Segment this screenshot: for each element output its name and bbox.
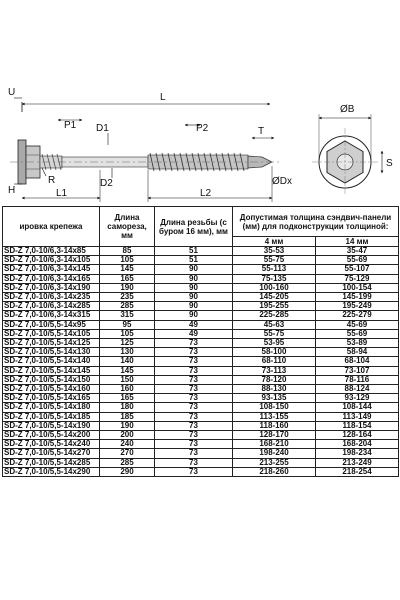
cell-thickness-14mm: 213-249 <box>316 458 399 467</box>
cell-length: 285 <box>100 302 155 311</box>
cell-thickness-14mm: 108-144 <box>316 403 399 412</box>
table-row <box>3 274 399 283</box>
cell-thread-length: 90 <box>155 302 233 311</box>
col-header-name: ировка крепежа <box>3 207 100 247</box>
cell-thread-length: 73 <box>155 431 233 440</box>
cell-name: SD-Z 7,0-10/5,5-14x290 <box>3 467 100 476</box>
cell-thickness-14mm: 58-94 <box>316 348 399 357</box>
cell-thickness-14mm: 100-154 <box>316 283 399 292</box>
table-row <box>3 431 399 440</box>
cell-thickness-4mm: 145-205 <box>233 293 316 302</box>
cell-name: SD-Z 7,0-10/5,5-14x180 <box>3 403 100 412</box>
cell-thickness-4mm: 213-255 <box>233 458 316 467</box>
label-t: T <box>258 126 265 137</box>
cell-thread-length: 73 <box>155 458 233 467</box>
cell-thickness-14mm: 55-107 <box>316 265 399 274</box>
cell-thickness-14mm: 118-154 <box>316 421 399 430</box>
cell-name: SD-Z 7,0-10/6,3-14x105 <box>3 256 100 265</box>
cell-thickness-4mm: 45-63 <box>233 320 316 329</box>
cell-thickness-4mm: 108-150 <box>233 403 316 412</box>
table-row <box>3 357 399 366</box>
cell-name: SD-Z 7,0-10/5,5-14x150 <box>3 375 100 384</box>
cell-thickness-14mm: 195-249 <box>316 302 399 311</box>
cell-thickness-4mm: 35-53 <box>233 247 316 256</box>
cell-thickness-14mm: 145-199 <box>316 293 399 302</box>
cell-length: 145 <box>100 366 155 375</box>
cell-length: 165 <box>100 274 155 283</box>
label-p1: P1 <box>64 120 77 131</box>
cell-length: 145 <box>100 265 155 274</box>
cell-name: SD-Z 7,0-10/6,3-14x235 <box>3 293 100 302</box>
cell-thread-length: 73 <box>155 394 233 403</box>
cell-thread-length: 90 <box>155 311 233 320</box>
cell-thickness-14mm: 35-47 <box>316 247 399 256</box>
cell-thread-length: 90 <box>155 293 233 302</box>
cell-length: 165 <box>100 394 155 403</box>
cell-thickness-4mm: 93-135 <box>233 394 316 403</box>
cell-thickness-14mm: 53-89 <box>316 339 399 348</box>
cell-length: 150 <box>100 375 155 384</box>
cell-thread-length: 73 <box>155 357 233 366</box>
label-l: L <box>160 92 166 103</box>
table-row <box>3 449 399 458</box>
cell-thickness-4mm: 73-113 <box>233 366 316 375</box>
spec-table <box>2 206 399 477</box>
cell-thickness-14mm: 225-279 <box>316 311 399 320</box>
label-l1: L1 <box>56 188 68 199</box>
cell-thread-length: 73 <box>155 339 233 348</box>
cell-length: 190 <box>100 283 155 292</box>
cell-thickness-14mm: 128-164 <box>316 431 399 440</box>
cell-thread-length: 73 <box>155 440 233 449</box>
cell-thickness-14mm: 45-69 <box>316 320 399 329</box>
cell-name: SD-Z 7,0-10/5,5-14x200 <box>3 431 100 440</box>
cell-thread-length: 73 <box>155 412 233 421</box>
cell-name: SD-Z 7,0-10/5,5-14x130 <box>3 348 100 357</box>
table-row <box>3 265 399 274</box>
label-l2: L2 <box>200 188 212 199</box>
cell-thickness-4mm: 68-110 <box>233 357 316 366</box>
label-dx: ØDx <box>272 176 292 187</box>
table-body <box>3 247 399 477</box>
cell-name: SD-Z 7,0-10/6,3-14x190 <box>3 283 100 292</box>
cell-name: SD-Z 7,0-10/5,5-14x95 <box>3 320 100 329</box>
table-row <box>3 302 399 311</box>
col-header-group: Допустимая толщина сэндвич-панели (мм) для подконструкции толщиной: <box>233 207 399 237</box>
cell-name: SD-Z 7,0-10/5,5-14x140 <box>3 357 100 366</box>
cell-thickness-4mm: 198-240 <box>233 449 316 458</box>
label-u: U <box>8 87 16 98</box>
label-r: R <box>48 175 56 186</box>
table-row <box>3 247 399 256</box>
cell-thread-length: 90 <box>155 283 233 292</box>
cell-thread-length: 90 <box>155 274 233 283</box>
table-row <box>3 293 399 302</box>
cell-name: SD-Z 7,0-10/6,3-14x315 <box>3 311 100 320</box>
screw-drawing <box>0 0 400 205</box>
cell-thread-length: 73 <box>155 348 233 357</box>
table-row <box>3 329 399 338</box>
cell-length: 105 <box>100 256 155 265</box>
cell-name: SD-Z 7,0-10/5,5-14x105 <box>3 329 100 338</box>
cell-length: 130 <box>100 348 155 357</box>
cell-thread-length: 49 <box>155 329 233 338</box>
cell-thickness-4mm: 195-255 <box>233 302 316 311</box>
cell-thickness-14mm: 68-104 <box>316 357 399 366</box>
cell-name: SD-Z 7,0-10/5,5-14x145 <box>3 366 100 375</box>
cell-thickness-4mm: 168-210 <box>233 440 316 449</box>
cell-length: 235 <box>100 293 155 302</box>
cell-thickness-4mm: 218-260 <box>233 467 316 476</box>
cell-thickness-14mm: 93-129 <box>316 394 399 403</box>
label-p2: P2 <box>196 123 209 134</box>
table-row <box>3 467 399 476</box>
cell-thickness-4mm: 75-135 <box>233 274 316 283</box>
cell-thread-length: 73 <box>155 449 233 458</box>
cell-length: 270 <box>100 449 155 458</box>
cell-thread-length: 90 <box>155 265 233 274</box>
cell-length: 200 <box>100 431 155 440</box>
cell-thickness-14mm: 218-254 <box>316 467 399 476</box>
cell-name: SD-Z 7,0-10/6,3-14x165 <box>3 274 100 283</box>
cell-name: SD-Z 7,0-10/5,5-14x285 <box>3 458 100 467</box>
cell-thickness-4mm: 100-160 <box>233 283 316 292</box>
cell-thickness-14mm: 55-69 <box>316 329 399 338</box>
cell-length: 290 <box>100 467 155 476</box>
table-row <box>3 256 399 265</box>
cell-thickness-4mm: 225-285 <box>233 311 316 320</box>
cell-length: 160 <box>100 385 155 394</box>
cell-name: SD-Z 7,0-10/5,5-14x240 <box>3 440 100 449</box>
cell-thread-length: 73 <box>155 375 233 384</box>
cell-thickness-4mm: 55-113 <box>233 265 316 274</box>
cell-thread-length: 49 <box>155 320 233 329</box>
label-d1: D1 <box>96 123 109 134</box>
label-s: S <box>386 158 393 169</box>
cell-name: SD-Z 7,0-10/6,3-14x145 <box>3 265 100 274</box>
cell-thickness-4mm: 55-75 <box>233 256 316 265</box>
cell-length: 190 <box>100 421 155 430</box>
table-row <box>3 348 399 357</box>
col-header-14mm: 14 мм <box>316 237 399 247</box>
cell-thickness-14mm: 73-107 <box>316 366 399 375</box>
table-row <box>3 385 399 394</box>
cell-name: SD-Z 7,0-10/5,5-14x185 <box>3 412 100 421</box>
table-row <box>3 320 399 329</box>
cell-thickness-14mm: 113-149 <box>316 412 399 421</box>
table-row <box>3 403 399 412</box>
cell-thread-length: 73 <box>155 421 233 430</box>
cell-length: 125 <box>100 339 155 348</box>
cell-thickness-14mm: 55-69 <box>316 256 399 265</box>
cell-name: SD-Z 7,0-10/5,5-14x270 <box>3 449 100 458</box>
cell-thickness-14mm: 168-204 <box>316 440 399 449</box>
cell-name: SD-Z 7,0-10/5,5-14x160 <box>3 385 100 394</box>
label-h: H <box>8 185 16 196</box>
cell-thickness-4mm: 128-170 <box>233 431 316 440</box>
cell-thickness-4mm: 55-75 <box>233 329 316 338</box>
table-row <box>3 375 399 384</box>
cell-name: SD-Z 7,0-10/5,5-14x125 <box>3 339 100 348</box>
cell-thread-length: 73 <box>155 467 233 476</box>
table-row <box>3 283 399 292</box>
col-header-thread: Длина резьбы (с буром 16 мм), мм <box>155 207 233 247</box>
cell-thread-length: 73 <box>155 385 233 394</box>
cell-thickness-14mm: 78-116 <box>316 375 399 384</box>
label-d2: D2 <box>100 178 113 189</box>
cell-thread-length: 51 <box>155 247 233 256</box>
cell-length: 240 <box>100 440 155 449</box>
cell-thread-length: 73 <box>155 403 233 412</box>
cell-length: 315 <box>100 311 155 320</box>
cell-length: 140 <box>100 357 155 366</box>
cell-length: 185 <box>100 412 155 421</box>
table-row <box>3 440 399 449</box>
cell-name: SD-Z 7,0-10/6,3-14x85 <box>3 247 100 256</box>
cell-thickness-4mm: 88-130 <box>233 385 316 394</box>
cell-length: 85 <box>100 247 155 256</box>
cell-length: 95 <box>100 320 155 329</box>
cell-length: 285 <box>100 458 155 467</box>
cell-thickness-4mm: 113-155 <box>233 412 316 421</box>
cell-thickness-14mm: 88-124 <box>316 385 399 394</box>
cell-length: 105 <box>100 329 155 338</box>
table-row <box>3 458 399 467</box>
table-row <box>3 366 399 375</box>
cell-thickness-4mm: 78-120 <box>233 375 316 384</box>
cell-thickness-14mm: 198-234 <box>316 449 399 458</box>
cell-name: SD-Z 7,0-10/6,3-14x285 <box>3 302 100 311</box>
cell-thickness-14mm: 75-129 <box>316 274 399 283</box>
cell-thread-length: 73 <box>155 366 233 375</box>
table-row <box>3 339 399 348</box>
col-header-length: Длина самореза, мм <box>100 207 155 247</box>
cell-thread-length: 51 <box>155 256 233 265</box>
cell-length: 180 <box>100 403 155 412</box>
table-row <box>3 394 399 403</box>
screw-technical-drawing <box>0 0 400 205</box>
table-row <box>3 421 399 430</box>
table-row <box>3 412 399 421</box>
cell-name: SD-Z 7,0-10/5,5-14x190 <box>3 421 100 430</box>
cell-thickness-4mm: 118-160 <box>233 421 316 430</box>
label-b: ØB <box>340 104 355 115</box>
col-header-4mm: 4 мм <box>233 237 316 247</box>
cell-thickness-4mm: 53-95 <box>233 339 316 348</box>
cell-name: SD-Z 7,0-10/5,5-14x165 <box>3 394 100 403</box>
table-row <box>3 311 399 320</box>
cell-thickness-4mm: 58-100 <box>233 348 316 357</box>
